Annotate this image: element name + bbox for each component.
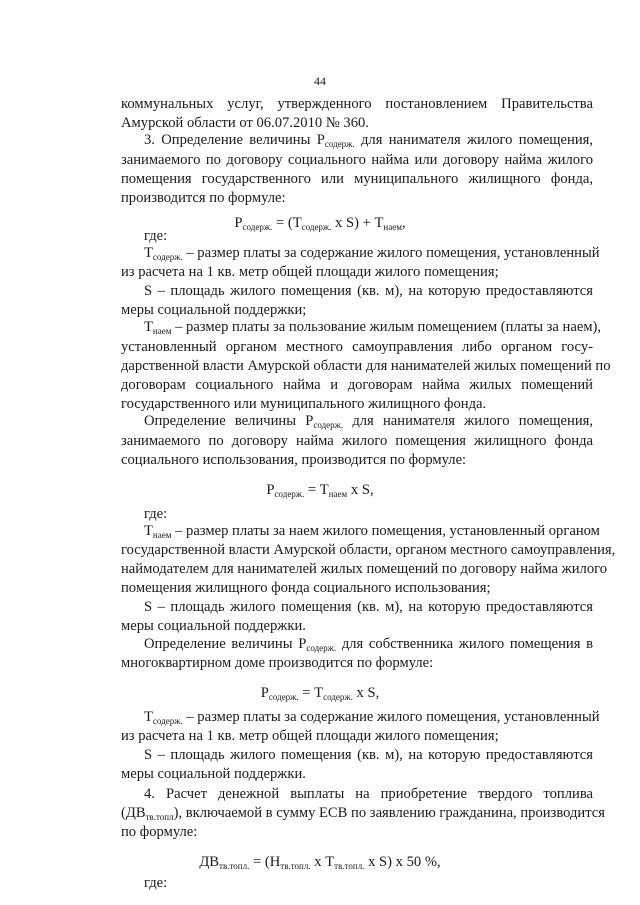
text-line: Амурской области от 06.07.2010 № 360. <box>121 115 369 131</box>
text-line: из расчета на 1 кв. метр общей площади жилого помещения; <box>121 264 499 280</box>
text-line: помещения жилищного фонда социального использования; <box>121 580 491 596</box>
text-line: где: <box>144 228 168 244</box>
text-line: многоквартирном доме производится по формуле: <box>121 655 434 671</box>
formula: $Р_{содерж.} = Т_{содерж.}$ х S, <box>260 685 380 702</box>
text-line: меры социальной поддержки. <box>121 618 306 634</box>
text-line: 3. Определение величины $Р_{содерж.}$ для нанимателя жилого помещения, <box>144 132 593 149</box>
text-line: S – площадь жилого помещения (кв. м), на которую предоставляются <box>144 283 593 299</box>
text-line: $Т_{содерж.}$ – размер платы за содержание жилого помещения, установленный <box>144 245 600 262</box>
text-line: занимаемого по договору найма жилого помещения жилищного фонда <box>121 433 593 449</box>
text-line: из расчета на 1 кв. метр общей площади жилого помещения; <box>121 728 499 744</box>
text-line: дарственной власти Амурской области для нанимателей жилых помещений по <box>121 358 611 374</box>
text-line: государственной власти Амурской области, органом местного самоуправления, <box>121 542 616 558</box>
text-line: установленный органом местного самоуправления либо органом госу- <box>121 339 593 355</box>
text-line: $Т_{наем}$ – размер платы за наем жилого помещения, установленный органом <box>144 523 600 540</box>
text-line: 4. Расчет денежной выплаты на приобретение твердого топлива <box>144 786 593 802</box>
text-line: S – площадь жилого помещения (кв. м), на которую предоставляются <box>144 599 593 615</box>
text-line: производится по формуле: <box>121 190 286 206</box>
text-line: наймодателем для нанимателей жилых помещений по договору найма жилого <box>121 561 608 577</box>
text-line: где: <box>144 506 168 522</box>
text-line: $Т_{наем}$ – размер платы за пользование жилым помещением (платы за наем), <box>144 319 602 336</box>
formula: $Р_{содерж.} = (Т_{содерж.}$ х $S) + Т_{наем}$, <box>234 215 406 232</box>
text-line: договорам социального найма и договорам найма жилых помещений <box>121 377 593 393</box>
text-line: S – площадь жилого помещения (кв. м), на которую предоставляются <box>144 747 593 763</box>
text-line: коммунальных услуг, утвержденного постановлением Правительства <box>121 96 593 112</box>
text-line: по формуле: <box>121 824 198 840</box>
formula: $ДВ_{тв.топл.} = (Н_{тв.топл.}$ х $Т_{тв.топл.}$ х S) х 50 %, <box>199 854 441 871</box>
text-line: социального использования, производится по формуле: <box>121 452 467 468</box>
text-line: $(ДВ_{тв.топл})$, включаемой в сумму ЕСВ по заявлению гражданина, производится <box>121 805 605 822</box>
text-line: где: <box>144 875 168 891</box>
text-line: Определение величины $Р_{содерж.}$ для собственника жилого помещения в <box>144 636 593 653</box>
text-line: $Т_{содерж.}$ – размер платы за содержание жилого помещения, установленный <box>144 709 600 726</box>
text-line: занимаемого по договору социального найма или договору найма жилого <box>121 152 593 168</box>
formula: $Р_{содерж.} = Т_{наем}$ х S, <box>266 482 374 499</box>
text-line: меры социальной поддержки. <box>121 766 306 782</box>
text-line: помещения государственного или муниципального жилищного фонда, <box>121 171 593 187</box>
page-number: 44 <box>314 74 326 88</box>
text-line: Определение величины $Р_{содерж.}$ для нанимателя жилого помещения, <box>144 413 593 430</box>
text-line: государственного или муниципального жилищного фонда. <box>121 396 487 412</box>
text-line: меры социальной поддержки; <box>121 302 307 318</box>
